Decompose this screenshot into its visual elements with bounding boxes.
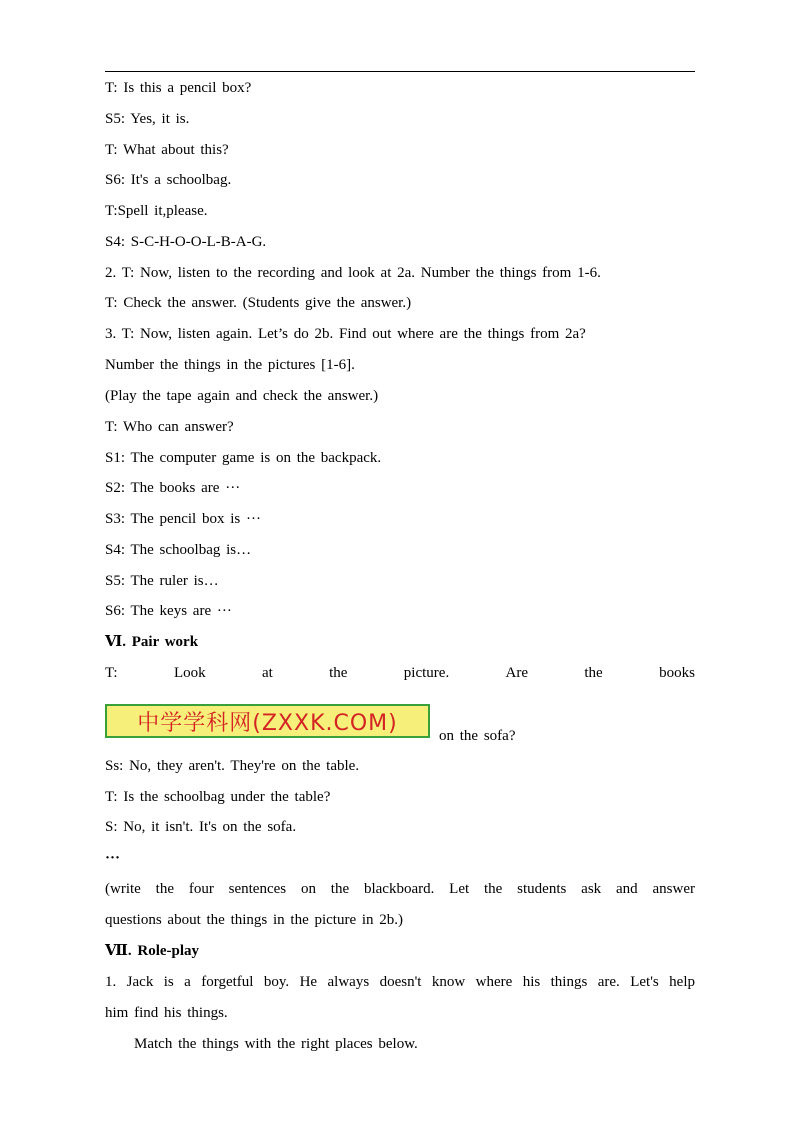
section-heading-role-play: Ⅶ. Role-play bbox=[105, 943, 200, 959]
text-line: T: Is the schoolbag under the table? bbox=[105, 789, 331, 805]
text-line: questions about the things in the picture in 2b.) bbox=[105, 912, 404, 928]
ellipsis-line: ··· bbox=[105, 850, 121, 866]
text-line: him find his things. bbox=[105, 1005, 228, 1021]
text-line: 3. T: Now, listen again. Let’s do 2b. Find out where are the things from 2a? bbox=[105, 326, 586, 342]
text-line: S5: Yes, it is. bbox=[105, 111, 190, 127]
word: books bbox=[659, 665, 695, 681]
text-line: S6: The keys are ··· bbox=[105, 603, 232, 619]
text-line: T: Check the answer. (Students give the answer.) bbox=[105, 295, 412, 311]
text-line: S2: The books are ··· bbox=[105, 480, 241, 496]
watermark-logo: 中学学科网(ZXXK.COM) bbox=[105, 704, 430, 738]
text-line: S3: The pencil box is ··· bbox=[105, 511, 261, 527]
text-line: (Play the tape again and check the answer.) bbox=[105, 388, 379, 404]
word: picture. bbox=[403, 665, 450, 681]
text-line: 2. T: Now, listen to the recording and look at 2a. Number the things from 1-6. bbox=[105, 265, 601, 281]
text-line: T: Who can answer? bbox=[105, 419, 234, 435]
text-line: S5: The ruler is… bbox=[105, 573, 219, 589]
text-line: Match the things with the right places below. bbox=[134, 1036, 418, 1052]
text-line: T: What about this? bbox=[105, 142, 229, 158]
text-line: (write the four sentences on the blackboard. Let the students ask and answer bbox=[105, 881, 695, 897]
word: the bbox=[584, 665, 603, 681]
text-line-justified bbox=[105, 973, 695, 991]
text-line: S4: S-C-H-O-O-L-B-A-G. bbox=[105, 234, 267, 250]
header-rule bbox=[105, 71, 695, 72]
text-line: T: Is this a pencil box? bbox=[105, 80, 252, 96]
section-heading-pair-work: Ⅵ. Pair work bbox=[105, 634, 199, 650]
text-line: 1. Jack is a forgetful boy. He always doesn't know where his things are. Let's help bbox=[105, 974, 695, 990]
text-line: Ss: No, they aren't. They're on the table. bbox=[105, 758, 360, 774]
word: Are bbox=[505, 665, 529, 681]
word: Look bbox=[173, 665, 206, 681]
text-line: S1: The computer game is on the backpack. bbox=[105, 450, 382, 466]
text-line: on the sofa? bbox=[439, 728, 516, 744]
text-line-justified bbox=[105, 880, 695, 898]
pair-work-line bbox=[105, 664, 695, 682]
text-line: Number the things in the pictures [1-6]. bbox=[105, 357, 355, 373]
text-line: T:Spell it,please. bbox=[105, 203, 208, 219]
text-line: S: No, it isn't. It's on the sofa. bbox=[105, 819, 297, 835]
word: the bbox=[329, 665, 348, 681]
text-line: S4: The schoolbag is… bbox=[105, 542, 252, 558]
text-line: S6: It's a schoolbag. bbox=[105, 172, 232, 188]
word: T: bbox=[105, 665, 118, 681]
word: at bbox=[261, 665, 273, 681]
